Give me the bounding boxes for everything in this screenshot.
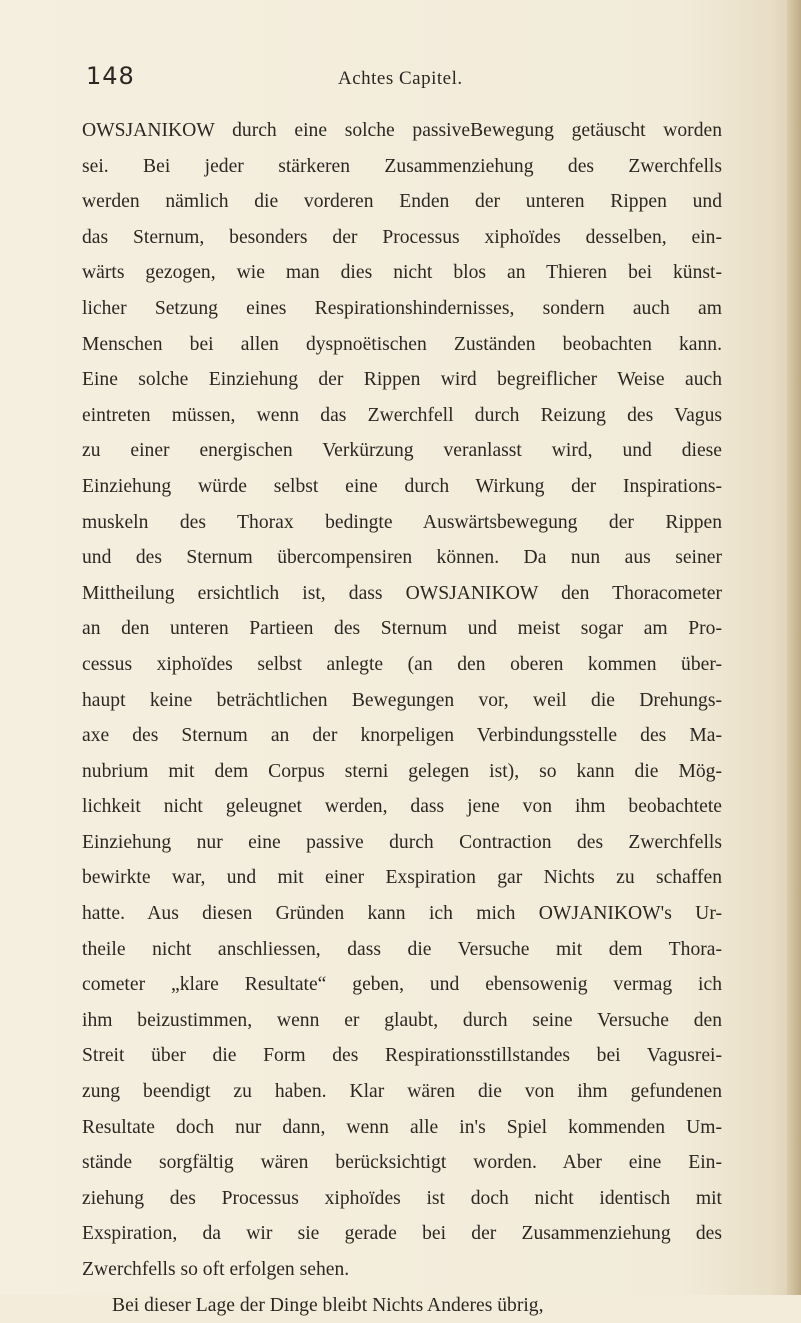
text-line: zu einer energischen Verkürzung veranlasst wird, und diese — [82, 440, 722, 462]
text-line: Bei dieser Lage der Dinge bleibt Nichts Anderes übrig, — [112, 1294, 544, 1316]
text-line: sei. Bei jeder stärkeren Zusammenziehung des Zwerchfells — [82, 155, 722, 177]
text-line: und des Sternum übercompensiren können. Da nun aus seiner — [82, 547, 722, 569]
text-line: Einziehung würde selbst eine durch Wirkung der Inspirations- — [82, 475, 722, 497]
text-line: hatte. Aus diesen Gründen kann ich mich OWJANIKOW's Ur- — [82, 903, 722, 925]
page-number: 148 — [86, 62, 135, 90]
text-line: wärts gezogen, wie man dies nicht blos an Thieren bei künst- — [82, 262, 722, 284]
text-line: licher Setzung eines Respirationshindernisses, sondern auch am — [82, 297, 722, 319]
page-header — [82, 62, 722, 98]
page-edge-shadow — [787, 0, 801, 1295]
text-line: Mittheilung ersichtlich ist, dass OWSJANIKOW den Thoracometer — [82, 582, 722, 604]
text-line: eintreten müssen, wenn das Zwerchfell durch Reizung des Vagus — [82, 404, 722, 426]
text-line: Menschen bei allen dyspnoëtischen Zuständen beobachten kann. — [82, 333, 722, 355]
running-title: Achtes Capitel. — [338, 68, 463, 89]
text-line: nubrium mit dem Corpus sterni gelegen ist), so kann die Mög- — [82, 760, 722, 782]
text-line: an den unteren Partieen des Sternum und meist sogar am Pro- — [82, 618, 722, 640]
text-line: Exspiration, da wir sie gerade bei der Zusammenziehung des — [82, 1223, 722, 1245]
text-line: lichkeit nicht geleugnet werden, dass jene von ihm beobachtete — [82, 796, 722, 818]
text-line: haupt keine beträchtlichen Bewegungen vor, weil die Drehungs- — [82, 689, 722, 711]
text-line: Einziehung nur eine passive durch Contraction des Zwerchfells — [82, 831, 722, 853]
text-line: OWSJANIKOW durch eine solche passiveBewegung getäuscht worden — [82, 120, 722, 141]
text-line: theile nicht anschliessen, dass die Versuche mit dem Thora- — [82, 938, 722, 960]
text-line: ihm beizustimmen, wenn er glaubt, durch seine Versuche den — [82, 1009, 722, 1031]
text-line: Resultate doch nur dann, wenn alle in's Spiel kommenden Um- — [82, 1116, 722, 1138]
text-line: Eine solche Einziehung der Rippen wird begreiflicher Weise auch — [82, 369, 722, 391]
text-line: ziehung des Processus xiphoïdes ist doch nicht identisch mit — [82, 1187, 722, 1209]
body-text — [82, 113, 722, 1323]
text-line: zung beendigt zu haben. Klar wären die von ihm gefundenen — [82, 1081, 722, 1103]
text-line: das Sternum, besonders der Processus xiphoïdes desselben, ein- — [82, 226, 722, 248]
text-line: cessus xiphoïdes selbst anlegte (an den oberen kommen über- — [82, 653, 722, 675]
text-line: bewirkte war, und mit einer Exspiration gar Nichts zu schaffen — [82, 867, 722, 889]
text-line: stände sorgfältig wären berücksichtigt worden. Aber eine Ein- — [82, 1152, 722, 1174]
text-line: cometer „klare Resultate“ geben, und ebensowenig vermag ich — [82, 974, 722, 996]
text-line: muskeln des Thorax bedingte Auswärtsbewegung der Rippen — [82, 511, 722, 533]
text-line: werden nämlich die vorderen Enden der unteren Rippen und — [82, 191, 722, 213]
text-line: Streit über die Form des Respirationsstillstandes bei Vagusrei- — [82, 1045, 722, 1067]
text-line: axe des Sternum an der knorpeligen Verbindungsstelle des Ma- — [82, 725, 722, 747]
text-line: Zwerchfells so oft erfolgen sehen. — [82, 1259, 350, 1280]
